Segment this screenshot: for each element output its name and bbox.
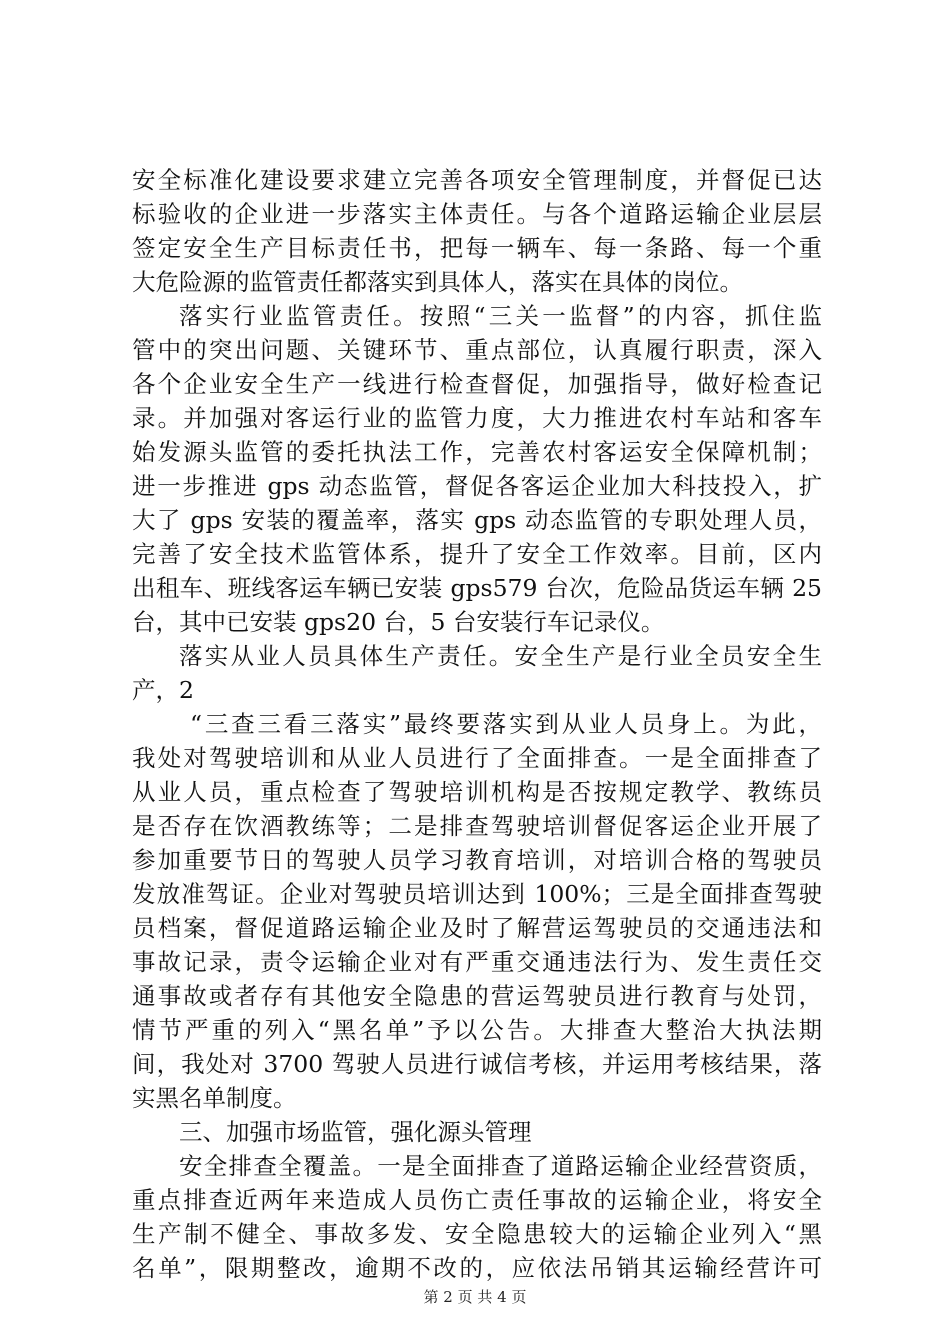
text-line: “三查三看三落实”最终要落实到从业人员身上。为此，	[190, 710, 822, 738]
text-line: 签定安全生产目标责任书，把每一辆车、每一条路、每一个重	[132, 234, 822, 262]
text-line: 生产制不健全、事故多发、安全隐患较大的运输企业列入“黑	[132, 1220, 822, 1248]
text-line: 管中的突出问题、关键环节、重点部位，认真履行职责，深入	[132, 336, 822, 364]
text-line: 间，我处对 3700 驾驶人员进行诚信考核，并运用考核结果，落	[132, 1050, 822, 1078]
text-line: 出租车、班线客运车辆已安装 gps579 台次，危险品货运车辆 25	[132, 574, 822, 602]
text-line: 录。并加强对客运行业的监管力度，大力推进农村车站和客车	[132, 404, 822, 432]
text-line: 完善了安全技术监管体系，提升了安全工作效率。目前，区内	[132, 540, 822, 568]
text-line: 情节严重的列入“黑名单”予以公告。大排查大整治大执法期	[132, 1016, 822, 1044]
text-line: 各个企业安全生产一线进行检查督促，加强指导，做好检查记	[132, 370, 822, 398]
text-line: 员档案，督促道路运输企业及时了解营运驾驶员的交通违法和	[132, 914, 822, 942]
text-line: 大了 gps 安装的覆盖率，落实 gps 动态监管的专职处理人员，	[132, 506, 822, 534]
text-line: 落实从业人员具体生产责任。安全生产是行业全员安全生	[179, 642, 822, 670]
text-line: 大危险源的监管责任都落实到具体人，落实在具体的岗位。	[132, 268, 743, 296]
text-line: 实黑名单制度。	[132, 1084, 297, 1112]
text-line: 进一步推进 gps 动态监管，督促各客运企业加大科技投入，扩	[132, 472, 822, 500]
body-text	[132, 163, 822, 1285]
text-line: 我处对驾驶培训和从业人员进行了全面排查。一是全面排查了	[132, 744, 822, 772]
text-line: 从业人员，重点检查了驾驶培训机构是否按规定教学、教练员	[132, 778, 822, 806]
text-line: 安全标准化建设要求建立完善各项安全管理制度，并督促已达	[132, 166, 822, 194]
text-line: 发放准驾证。企业对驾驶员培训达到 100%；三是全面排查驾驶	[132, 880, 822, 908]
text-line: 重点排查近两年来造成人员伤亡责任事故的运输企业，将安全	[132, 1186, 822, 1214]
text-line: 参加重要节日的驾驶人员学习教育培训，对培训合格的驾驶员	[132, 846, 822, 874]
text-line: 标验收的企业进一步落实主体责任。与各个道路运输企业层层	[132, 200, 822, 228]
text-line: 落实行业监管责任。按照“三关一监督”的内容，抓住监	[179, 302, 822, 330]
text-line: 名单”，限期整改，逾期不改的，应依法吊销其运输经营许可	[132, 1254, 822, 1282]
text-line: 通事故或者存有其他安全隐患的营运驾驶员进行教育与处罚，	[132, 982, 822, 1010]
text-line: 安全排查全覆盖。一是全面排查了道路运输企业经营资质，	[179, 1152, 822, 1180]
text-line: 始发源头监管的委托执法工作，完善农村客运安全保障机制；	[132, 438, 822, 466]
text-line: 台，其中已安装 gps20 台，5 台安装行车记录仪。	[132, 608, 665, 636]
text-line: 产，2	[132, 676, 194, 704]
section-heading: 三、加强市场监管，强化源头管理	[179, 1118, 532, 1146]
text-line: 事故记录，责令运输企业对有严重交通违法行为、发生责任交	[132, 948, 822, 976]
text-line: 是否存在饮酒教练等；二是排查驾驶培训督促客运企业开展了	[132, 812, 822, 840]
page-footer: 第 2 页 共 4 页	[423, 1288, 527, 1306]
